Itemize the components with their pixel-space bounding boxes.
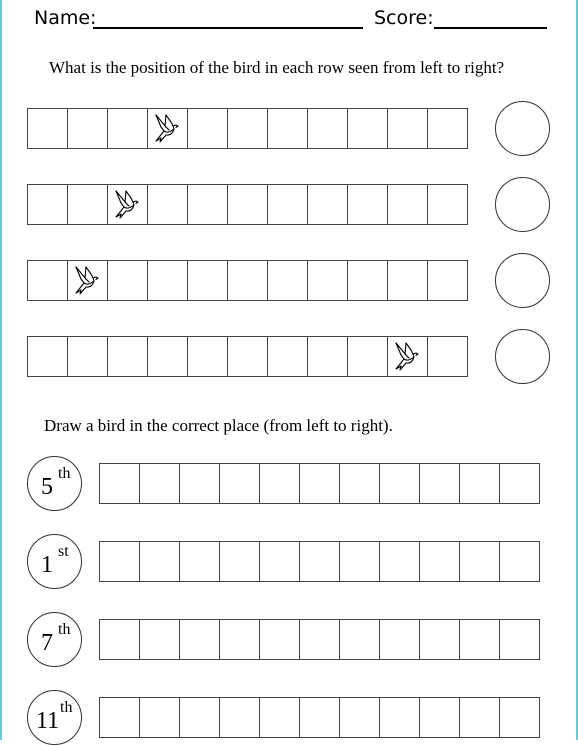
position-row-2 <box>27 184 468 225</box>
draw-cell[interactable] <box>499 541 540 582</box>
draw-cell[interactable] <box>259 697 300 738</box>
section2-instruction: Draw a bird in the correct place (from left to right). <box>44 416 393 435</box>
draw-cell[interactable] <box>339 541 380 582</box>
draw-cell[interactable] <box>219 697 260 738</box>
section1-instruction: What is the position of the bird in each row seen from left to right? <box>49 58 505 77</box>
position-cell <box>187 108 228 149</box>
ordinal-circle-2 <box>27 534 82 589</box>
draw-cell[interactable] <box>219 463 260 504</box>
ordinal-suffix: st <box>58 543 69 560</box>
draw-cell[interactable] <box>99 619 140 660</box>
ordinal-circle-1 <box>27 456 82 511</box>
draw-cell[interactable] <box>139 541 180 582</box>
draw-cell[interactable] <box>419 697 460 738</box>
answer-circle-2[interactable] <box>495 177 550 232</box>
position-cell <box>267 260 308 301</box>
draw-cell[interactable] <box>139 619 180 660</box>
position-cell <box>347 184 388 225</box>
position-cell <box>67 260 108 301</box>
position-cell <box>227 108 268 149</box>
draw-row-3 <box>99 619 540 660</box>
position-cell <box>307 336 348 377</box>
ordinal-number: 1 <box>41 552 53 578</box>
draw-cell[interactable] <box>459 619 500 660</box>
position-cell <box>427 108 468 149</box>
draw-row-1 <box>99 463 540 504</box>
draw-cell[interactable] <box>219 541 260 582</box>
position-cell <box>427 260 468 301</box>
answer-circle-1[interactable] <box>495 101 550 156</box>
draw-cell[interactable] <box>259 463 300 504</box>
position-row-1 <box>27 108 468 149</box>
position-cell <box>307 108 348 149</box>
draw-cell[interactable] <box>139 463 180 504</box>
draw-cell[interactable] <box>459 463 500 504</box>
answer-circle-4[interactable] <box>495 329 550 384</box>
draw-cell[interactable] <box>419 541 460 582</box>
position-cell <box>187 336 228 377</box>
position-cell <box>27 260 68 301</box>
position-cell <box>227 336 268 377</box>
draw-cell[interactable] <box>339 697 380 738</box>
draw-cell[interactable] <box>219 619 260 660</box>
position-cell <box>27 336 68 377</box>
name-label: Name: <box>34 7 97 29</box>
position-cell <box>267 184 308 225</box>
draw-cell[interactable] <box>259 541 300 582</box>
position-cell <box>347 108 388 149</box>
position-cell <box>387 108 428 149</box>
position-cell <box>427 184 468 225</box>
position-cell <box>147 336 188 377</box>
position-cell <box>67 184 108 225</box>
position-cell <box>387 260 428 301</box>
draw-cell[interactable] <box>379 463 420 504</box>
position-cell <box>67 336 108 377</box>
position-cell <box>107 260 148 301</box>
draw-cell[interactable] <box>139 697 180 738</box>
draw-cell[interactable] <box>379 697 420 738</box>
draw-cell[interactable] <box>459 541 500 582</box>
position-cell <box>427 336 468 377</box>
ordinal-number: 11 <box>36 708 60 734</box>
position-cell <box>347 260 388 301</box>
position-cell <box>307 184 348 225</box>
draw-cell[interactable] <box>179 619 220 660</box>
draw-cell[interactable] <box>179 541 220 582</box>
position-cell <box>147 184 188 225</box>
draw-cell[interactable] <box>379 541 420 582</box>
draw-cell[interactable] <box>379 619 420 660</box>
draw-cell[interactable] <box>499 697 540 738</box>
position-cell <box>387 184 428 225</box>
draw-cell[interactable] <box>299 541 340 582</box>
position-row-3 <box>27 260 468 301</box>
draw-cell[interactable] <box>99 463 140 504</box>
worksheet-header <box>2 4 576 34</box>
score-label: Score: <box>374 7 434 29</box>
draw-cell[interactable] <box>179 463 220 504</box>
position-cell <box>227 184 268 225</box>
draw-cell[interactable] <box>179 697 220 738</box>
draw-cell[interactable] <box>499 463 540 504</box>
position-cell <box>147 260 188 301</box>
position-cell <box>347 336 388 377</box>
draw-cell[interactable] <box>299 619 340 660</box>
score-line[interactable] <box>434 27 547 29</box>
draw-cell[interactable] <box>99 541 140 582</box>
position-cell <box>27 184 68 225</box>
position-cell <box>147 108 188 149</box>
position-cell <box>267 336 308 377</box>
draw-cell[interactable] <box>339 463 380 504</box>
draw-cell[interactable] <box>259 619 300 660</box>
position-cell <box>107 336 148 377</box>
answer-circle-3[interactable] <box>495 253 550 308</box>
ordinal-circle-4 <box>27 690 82 745</box>
name-line[interactable] <box>93 27 363 29</box>
ordinal-circle-3 <box>27 612 82 667</box>
position-cell <box>267 108 308 149</box>
position-cell <box>307 260 348 301</box>
draw-cell[interactable] <box>99 697 140 738</box>
ordinal-number: 5 <box>41 474 53 500</box>
draw-cell[interactable] <box>299 697 340 738</box>
draw-row-4 <box>99 697 540 738</box>
position-cell <box>27 108 68 149</box>
ordinal-suffix: th <box>58 465 71 482</box>
position-cell <box>187 260 228 301</box>
position-cell <box>67 108 108 149</box>
draw-cell[interactable] <box>459 697 500 738</box>
position-cell <box>107 108 148 149</box>
position-row-4 <box>27 336 468 377</box>
position-cell <box>227 260 268 301</box>
draw-cell[interactable] <box>299 463 340 504</box>
position-cell <box>107 184 148 225</box>
position-cell <box>387 336 428 377</box>
draw-cell[interactable] <box>419 463 460 504</box>
draw-cell[interactable] <box>419 619 460 660</box>
ordinal-number: 7 <box>41 630 53 656</box>
draw-cell[interactable] <box>499 619 540 660</box>
ordinal-suffix: th <box>60 699 73 716</box>
ordinal-suffix: th <box>58 621 71 638</box>
draw-cell[interactable] <box>339 619 380 660</box>
draw-row-2 <box>99 541 540 582</box>
position-cell <box>187 184 228 225</box>
